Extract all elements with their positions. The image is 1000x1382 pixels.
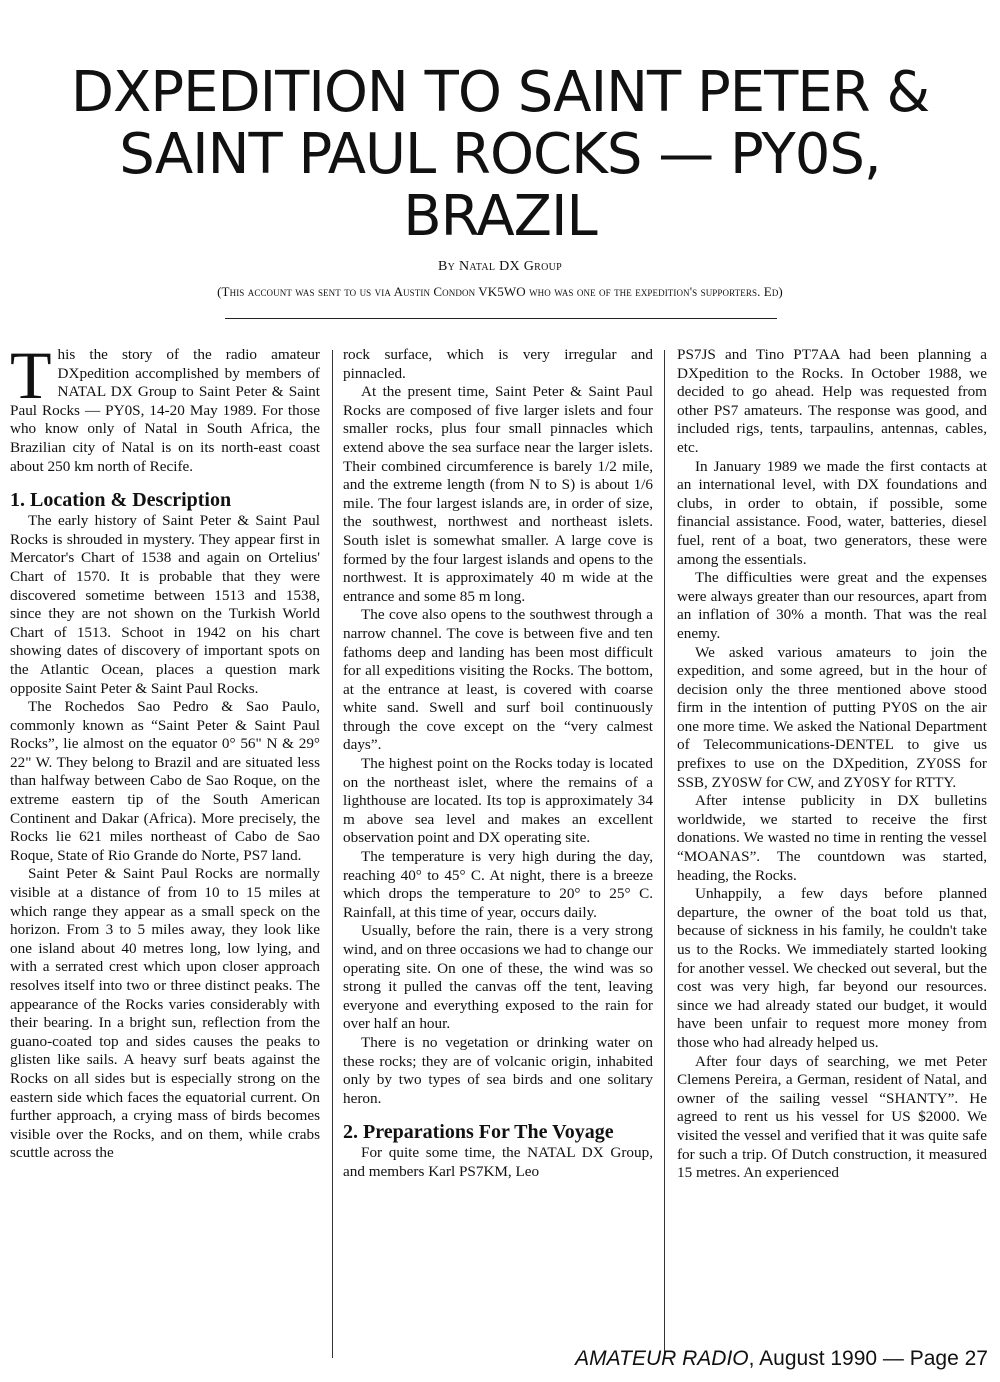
section-heading-preparations: 2. Preparations For The Voyage bbox=[343, 1121, 614, 1144]
section-heading-location: 1. Location & Description bbox=[10, 489, 232, 512]
paragraph: In January 1989 we made the first contacts at an international level, with DX foundations and clubs, in order to obtain, if possible, some financial assistance. Food, water, batteries, diesel fuel, rent of a boat, two generators, these were among the essentials. bbox=[677, 457, 987, 568]
paragraph: The cove also opens to the southwest through a narrow channel. The cove is between five and ten fathoms deep and landing has been most difficult for all expeditions visiting the Rocks. The bottom, at the entrance at least, is covered with coarse white sand. Swell and surf boil continuously through the cove except on the “very calmest days”. bbox=[343, 606, 653, 754]
intro-paragraph bbox=[10, 346, 320, 476]
title-line-3: BRAZIL bbox=[403, 184, 597, 249]
magazine-name: AMATEUR RADIO bbox=[575, 1347, 749, 1370]
page-footer bbox=[575, 1347, 988, 1371]
paragraph: rock surface, which is very irregular and pinnacled. bbox=[343, 346, 653, 382]
column-divider-2 bbox=[664, 350, 665, 1358]
paragraph: The difficulties were great and the expenses were always greater than our resources, apart from an inflation of 30% a month. That was the real enemy. bbox=[677, 569, 987, 642]
paragraph: We asked various amateurs to join the expedition, and some agreed, but in the hour of decision only the three mentioned above stood firm in the intention of putting PY0S on the air one more time. We asked the National Department of Telecommunications-DENTEL to give us prefixes to use on the DXpedition, ZY0SS for SSB, ZY0SW for CW, and ZY0SY for RTTY. bbox=[677, 643, 987, 791]
paragraph: There is no vegetation or drinking water on these rocks; they are of volcanic origin, inhabited only by two types of sea birds and one solitary heron. bbox=[343, 1033, 653, 1107]
paragraph: For quite some time, the NATAL DX Group, and members Karl PS7KM, Leo bbox=[343, 1144, 653, 1180]
paragraph: The early history of Saint Peter & Saint Paul Rocks is shrouded in mystery. They appear first in Mercator's Chart of 1538 and again on Ortelius' Chart of 1570. It is probable that they were discovered sometime between 1513 and 1538, since they are not shown on the Turkish World Chart of 1513. Schoot in 1942 on his chart showing dates of discovery of important spots on the Atlantic Ocean, places a question mark opposite Saint Peter & Saint Paul Rocks. bbox=[10, 512, 320, 697]
byline: By Natal DX Group bbox=[437, 259, 563, 274]
paragraph: After intense publicity in DX bulletins worldwide, we started to receive the first donations. We wasted no time in renting the vessel “MOANAS”. The countdown was started, heading, the Rocks. bbox=[677, 792, 987, 884]
title-line-2: SAINT PAUL ROCKS — PY0S, bbox=[119, 122, 881, 187]
paragraph: The Rochedos Sao Pedro & Sao Paulo, commonly known as “Saint Peter & Saint Paul Rocks”, lie almost on the equator 0° 56" N & 29° 22" W. They belong to Brazil and are situated less than halfway between Cabo de Sao Roque, on the extreme eastern tip of the South American Continent and Dakar (Africa). More precisely, the Rocks lie 621 miles northeast of Cabo de Sao Roque, State of Rio Grande do Norte, PS7 land. bbox=[10, 698, 320, 864]
article-title bbox=[40, 62, 960, 248]
editor-note: (This account was sent to us via Austin Condon VK5WO who was one of the expedition's supporters. Ed) bbox=[217, 284, 783, 299]
paragraph: After four days of searching, we met Peter Clemens Pereira, a German, resident of Natal, and owner of the sailing vessel “SHANTY”. He agreed to rent us his vessel for US $2000. We visited the vessel and verified that it was quite safe for such a trip. Of Dutch construction, it measured 15 metres. An experienced bbox=[677, 1052, 987, 1182]
drop-cap: T bbox=[10, 346, 52, 413]
column-divider-1 bbox=[332, 350, 333, 1358]
paragraph: PS7JS and Tino PT7AA had been planning a DXpedition to the Rocks. In October 1988, we decided to go ahead. Help was requested from other PS7 amateurs. The response was good, and included rigs, tents, tarpaulins, antennas, cables, etc. bbox=[677, 346, 987, 456]
column-3 bbox=[677, 346, 987, 1356]
paragraph: At the present time, Saint Peter & Saint Paul Rocks are composed of five larger islets and four smaller rocks, plus four small pinnacles which extend above the sea surface near the larger islets. Their combined circumference is barely 1/2 mile, and the extreme length (from N to S) is about 1/6 mile. The four largest islands are, in order of size, the southwest, northwest and northeast islets. South islet is somewhat smaller. A large cove is formed by the four largest islands and opens to the northwest. It is approximately 40 m wide at the entrance and some 85 m long. bbox=[343, 383, 653, 605]
paragraph: Unhappily, a few days before planned departure, the owner of the boat told us that, because of sickness in his family, he couldn't take us to the Rocks. We immediately started looking for another vessel. We checked out several, but the cost was very high, far beyond our resources. since we had already stated our budget, it would have been unfair to request more money from those who had already helped us. bbox=[677, 885, 987, 1051]
paragraph: The temperature is very high during the day, reaching 40° to 45° C. At night, there is a breeze which drops the temperature to 20° to 25° C. Rainfall, at this time of year, occurs daily. bbox=[343, 848, 653, 921]
column-1 bbox=[10, 346, 320, 1356]
issue-page: , August 1990 — Page 27 bbox=[748, 1347, 988, 1370]
paragraph: Usually, before the rain, there is a very strong wind, and on three occasions we had to change our operating site. On one of these, the wind was so strong it pulled the canvas off the tent, leaving everyone and everything exposed to the rain for over half an hour. bbox=[343, 922, 653, 1033]
column-2 bbox=[343, 346, 653, 1356]
intro-text: his the story of the radio amateur DXpedition accomplished by members of NATAL DX Group to Saint Peter & Saint Paul Rocks — PY0S, 14-20 May 1989. For those who know only of Natal in South Africa, the Brazilian city of Natal is on its north-east coast about 250 km north of Recife. bbox=[10, 346, 320, 475]
paragraph: The highest point on the Rocks today is located on the northeast islet, where the remains of a lighthouse are located. Its top is approximately 34 m above sea level and makes an excellent observation point and DX operating site. bbox=[343, 755, 653, 847]
title-line-1: DXPEDITION TO SAINT PETER & bbox=[70, 60, 930, 125]
paragraph: Saint Peter & Saint Paul Rocks are normally visible at a distance of from 10 to 15 miles at which range they appear as a small speck on the horizon. From 3 to 5 miles away, they look like one island about 40 metres long, low lying, and with a serrated crest which upon closer approach resolves itself into two or three distinct peaks. The appearance of the Rocks varies considerably with their bearing. In a bright sun, reflection from the guano-coated top and sides causes the peaks to glisten like sails. A heavy surf beats against the Rocks on all sides but is especially strong on the eastern side which faces the equatorial current. On further approach, a crying mass of birds becomes visible over the Rocks, and on them, while crabs scuttle across the bbox=[10, 865, 320, 1162]
title-divider bbox=[225, 318, 777, 319]
